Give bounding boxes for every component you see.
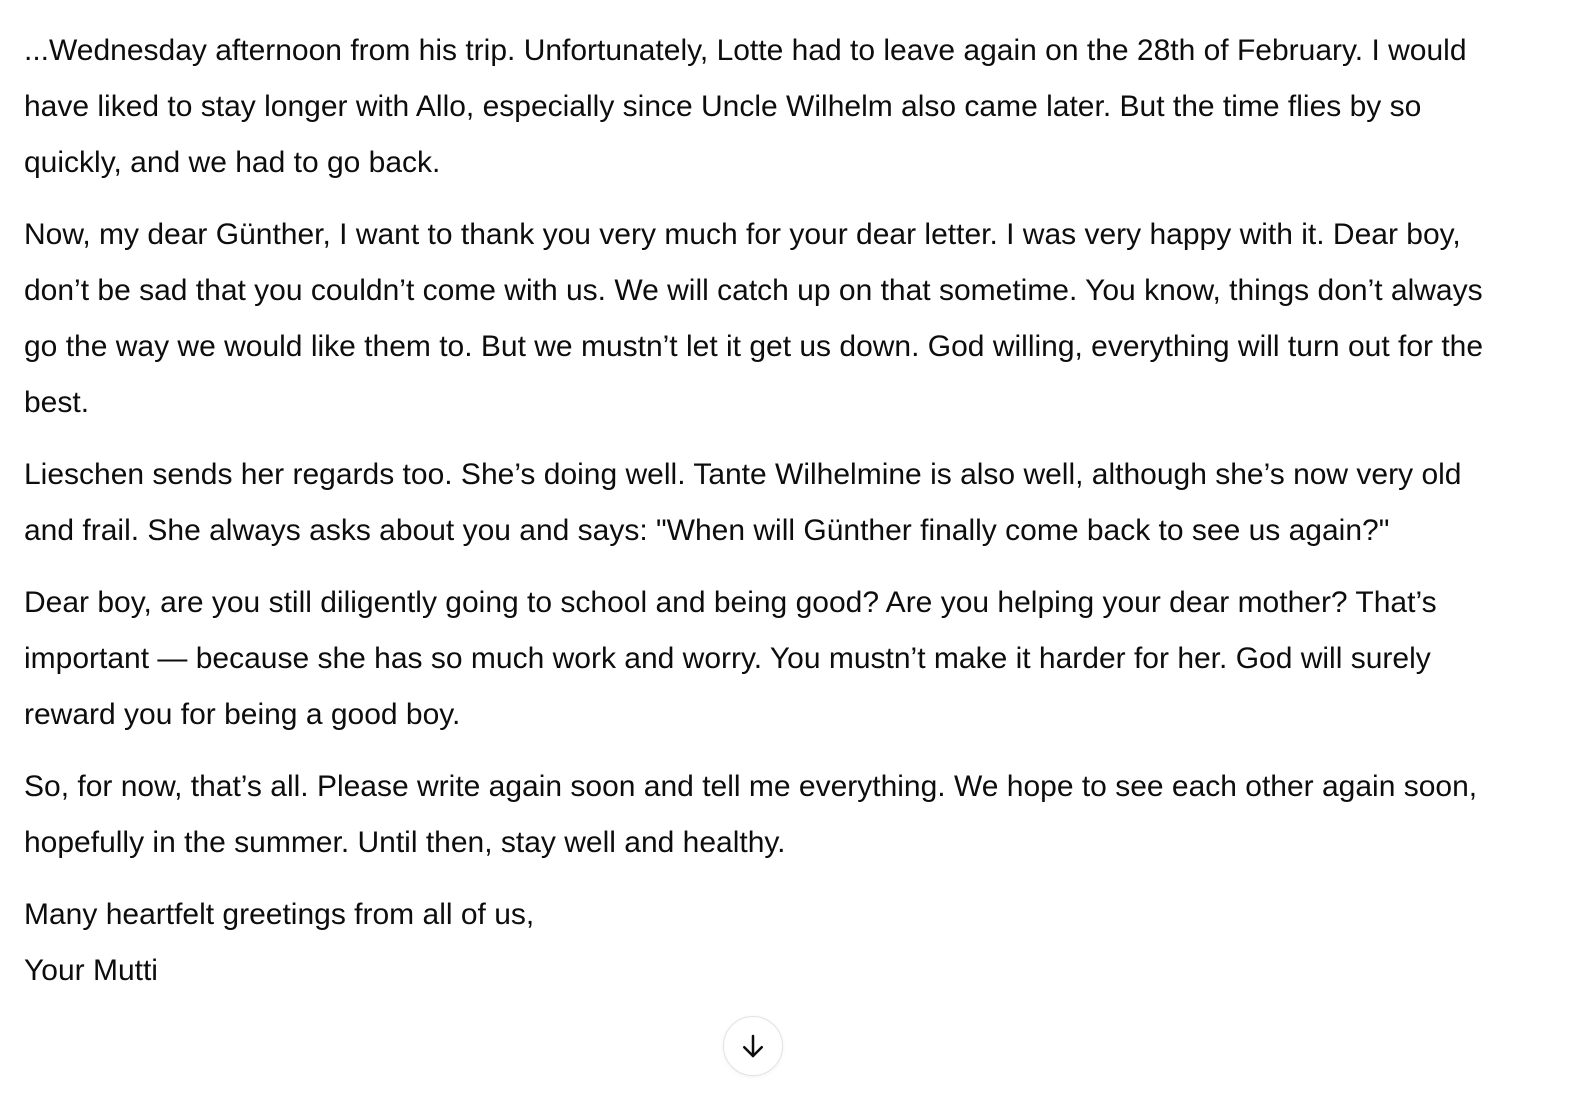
message-paragraph: ...Wednesday afternoon from his trip. Unfortunately, Lotte had to leave again on the 28th of February. I would have liked to stay longer with Allo, especially since Uncle Wilhelm also came later. But the time flies by so quickly, and we had to go back. [24, 34, 1467, 179]
assistant-message [24, 23, 1504, 999]
message-paragraph: Lieschen sends her regards too. She’s doing well. Tante Wilhelmine is also well, although she’s now very old and frail. She always asks about you and says: "When will Günther finally come back to see us again?" [24, 458, 1462, 547]
closing-line: Many heartfelt greetings from all of us, [24, 898, 535, 931]
scroll-to-bottom-button[interactable] [723, 1016, 783, 1076]
message-paragraph: Dear boy, are you still diligently going to school and being good? Are you helping your dear mother? That’s important — because she has so much work and worry. You mustn’t make it harder for her. God will surely reward you for being a good boy. [24, 586, 1437, 731]
signature: Your Mutti [24, 954, 158, 987]
letter-closing [24, 887, 1504, 999]
message-paragraph: Now, my dear Günther, I want to thank you very much for your dear letter. I was very happy with it. Dear boy, don’t be sad that you couldn’t come with us. We will catch up on that sometime. You know, things don’t always go the way we would like them to. But we mustn’t let it get us down. God willing, everything will turn out for the best. [24, 218, 1484, 419]
arrow-down-icon [738, 1031, 768, 1061]
message-paragraph: So, for now, that’s all. Please write again soon and tell me everything. We hope to see each other again soon, hopefully in the summer. Until then, stay well and healthy. [24, 770, 1478, 859]
